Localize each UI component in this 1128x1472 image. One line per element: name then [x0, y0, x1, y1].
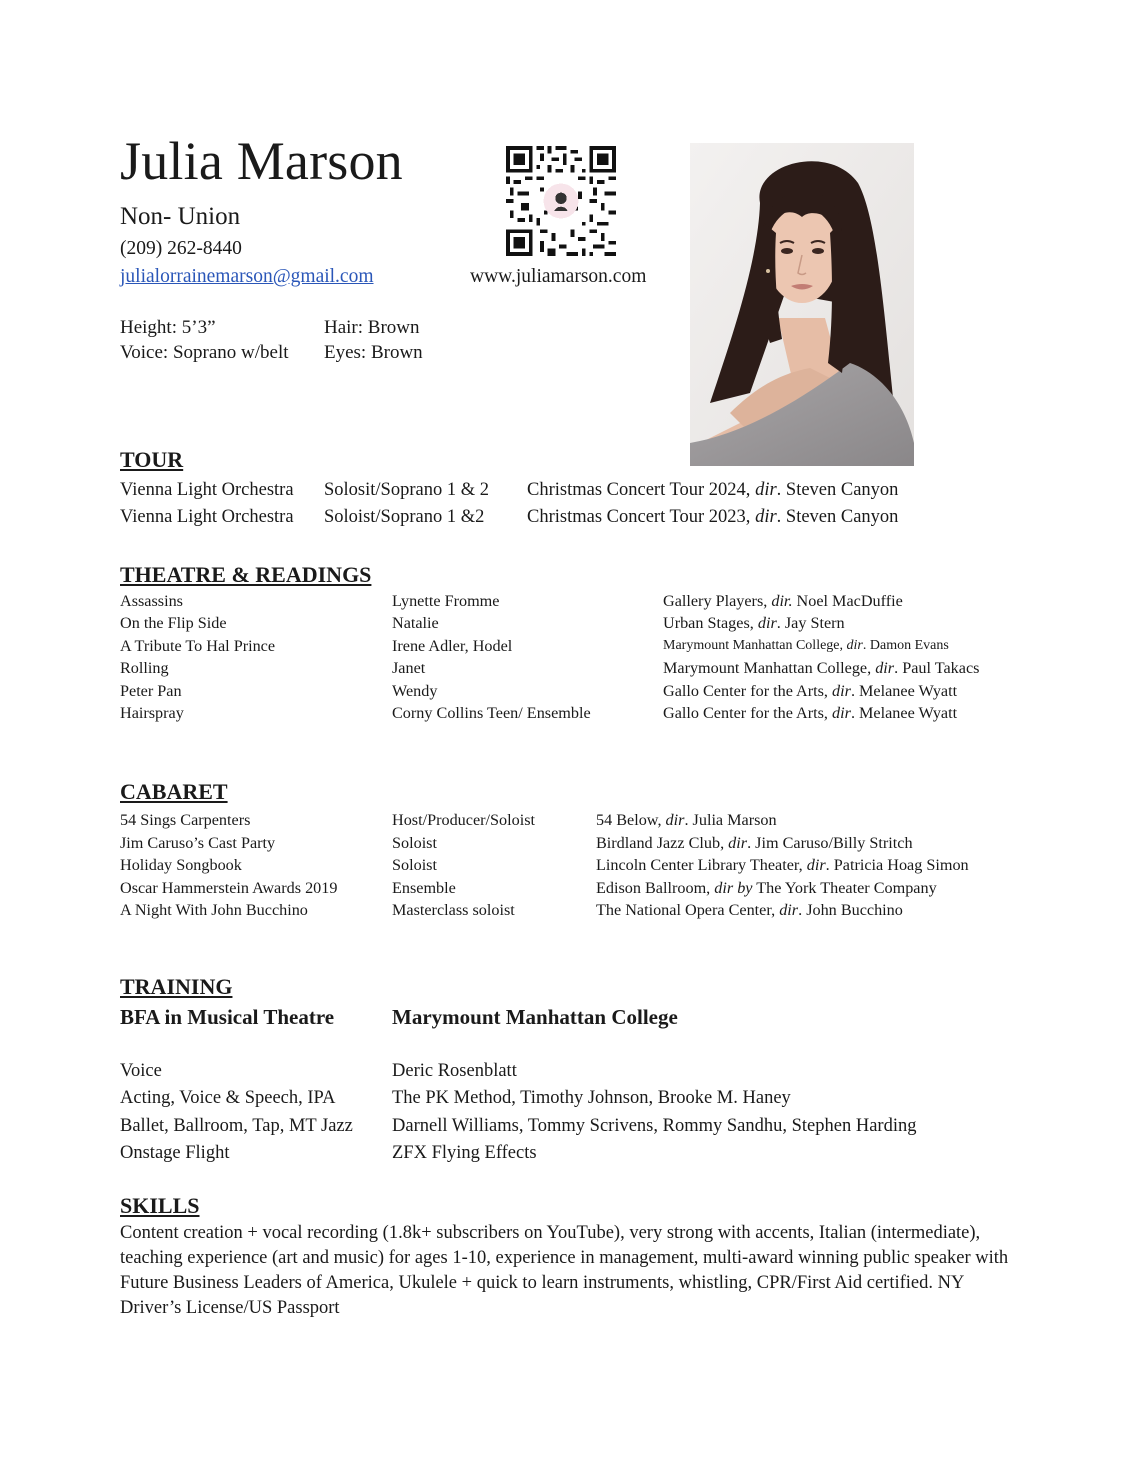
theatre-show: Peter Pan — [120, 682, 182, 700]
cabaret-venue: Lincoln Center Library Theater, dir. Patricia Hoag Simon — [596, 856, 969, 874]
phone-number: (209) 262-8440 — [120, 238, 242, 259]
voice-stat: Voice: Soprano w/belt — [120, 342, 289, 363]
skills-heading: SKILLS — [120, 1193, 200, 1218]
tour-role: Soloist/Soprano 1 &2 — [324, 507, 485, 527]
tour-venue: Christmas Concert Tour 2024, dir. Steven Canyon — [527, 480, 899, 500]
tour-heading: TOUR — [120, 447, 184, 472]
cabaret-role: Soloist — [392, 834, 437, 852]
training-teacher: Deric Rosenblatt — [392, 1061, 517, 1081]
cabaret-venue: 54 Below, dir. Julia Marson — [596, 811, 777, 829]
qr-code-icon — [506, 146, 616, 256]
cabaret-show: Jim Caruso’s Cast Party — [120, 834, 276, 852]
tour-role: Solosit/Soprano 1 & 2 — [324, 480, 489, 500]
eyes-stat: Eyes: Brown — [324, 342, 423, 363]
theatre-show: Hairspray — [120, 704, 184, 722]
theatre-show: On the Flip Side — [120, 614, 227, 632]
tour-company: Vienna Light Orchestra — [120, 480, 294, 500]
theatre-venue: Marymount Manhattan College, dir. Paul Takacs — [663, 659, 980, 677]
theatre-role: Irene Adler, Hodel — [392, 637, 513, 655]
tour-venue: Christmas Concert Tour 2023, dir. Steven Canyon — [527, 507, 899, 527]
cabaret-show: Oscar Hammerstein Awards 2019 — [120, 879, 338, 897]
theatre-venue: Gallo Center for the Arts, dir. Melanee Wyatt — [663, 704, 958, 722]
cabaret-show: 54 Sings Carpenters — [120, 811, 251, 829]
cabaret-venue: Birdland Jazz Club, dir. Jim Caruso/Billy Stritch — [596, 834, 913, 852]
theatre-show: Assassins — [120, 592, 183, 610]
theatre-venue: Urban Stages, dir. Jay Stern — [663, 614, 845, 632]
website-link[interactable]: www.juliamarson.com — [470, 266, 647, 287]
hair-stat: Hair: Brown — [324, 317, 420, 338]
cabaret-venue: Edison Ballroom, dir by The York Theater Company — [596, 879, 937, 897]
cabaret-venue: The National Opera Center, dir. John Bucchino — [596, 901, 903, 919]
cabaret-show: A Night With John Bucchino — [120, 901, 308, 919]
theatre-role: Wendy — [392, 682, 438, 700]
theatre-role: Natalie — [392, 614, 439, 632]
cabaret-role: Soloist — [392, 856, 437, 874]
theatre-venue: Gallery Players, dir. Noel MacDuffie — [663, 592, 903, 610]
theatre-show: Rolling — [120, 659, 169, 677]
training-subject: Ballet, Ballroom, Tap, MT Jazz — [120, 1116, 353, 1136]
theatre-venue: Marymount Manhattan College, dir. Damon Evans — [663, 638, 949, 653]
theatre-venue: Gallo Center for the Arts, dir. Melanee Wyatt — [663, 682, 958, 700]
height-stat: Height: 5’3” — [120, 317, 216, 338]
theatre-show: A Tribute To Hal Prince — [120, 637, 276, 655]
theatre-role: Corny Collins Teen/ Ensemble — [392, 704, 591, 722]
theatre-role: Lynette Fromme — [392, 592, 500, 610]
email-link[interactable]: julialorrainemarson@gmail.com — [120, 266, 374, 287]
cabaret-role: Ensemble — [392, 879, 456, 897]
cabaret-role: Masterclass soloist — [392, 901, 515, 919]
training-teacher: ZFX Flying Effects — [392, 1143, 537, 1163]
skills-text: Content creation + vocal recording (1.8k+ subscribers on YouTube), very strong with accents, Italian (intermediate), teaching experience (art and music) for ages 1-10, experience in management, multi-award winning public speaker with Future Business Leaders of America, Ukulele + quick to learn instruments, whistling, CPR/First Aid certified. NY Driver’s License/US Passport — [120, 1223, 1009, 1318]
training-subject: Onstage Flight — [120, 1143, 230, 1163]
theatre-heading: THEATRE & READINGS — [120, 562, 372, 587]
cabaret-role: Host/Producer/Soloist — [392, 811, 535, 829]
headshot-photo — [690, 143, 914, 466]
tour-company: Vienna Light Orchestra — [120, 507, 294, 527]
training-teacher: Darnell Williams, Tommy Scrivens, Rommy Sandhu, Stephen Harding — [392, 1116, 917, 1136]
theatre-role: Janet — [392, 659, 426, 677]
cabaret-show: Holiday Songbook — [120, 856, 242, 874]
actor-name: Julia Marson — [120, 131, 403, 191]
degree: BFA in Musical Theatre — [120, 1005, 335, 1029]
union-status: Non- Union — [120, 203, 241, 230]
training-subject: Acting, Voice & Speech, IPA — [120, 1088, 336, 1108]
training-teacher: The PK Method, Timothy Johnson, Brooke M. Haney — [392, 1088, 791, 1108]
training-heading: TRAINING — [120, 974, 233, 999]
cabaret-heading: CABARET — [120, 779, 228, 804]
training-subject: Voice — [120, 1061, 162, 1081]
school: Marymount Manhattan College — [392, 1005, 678, 1029]
